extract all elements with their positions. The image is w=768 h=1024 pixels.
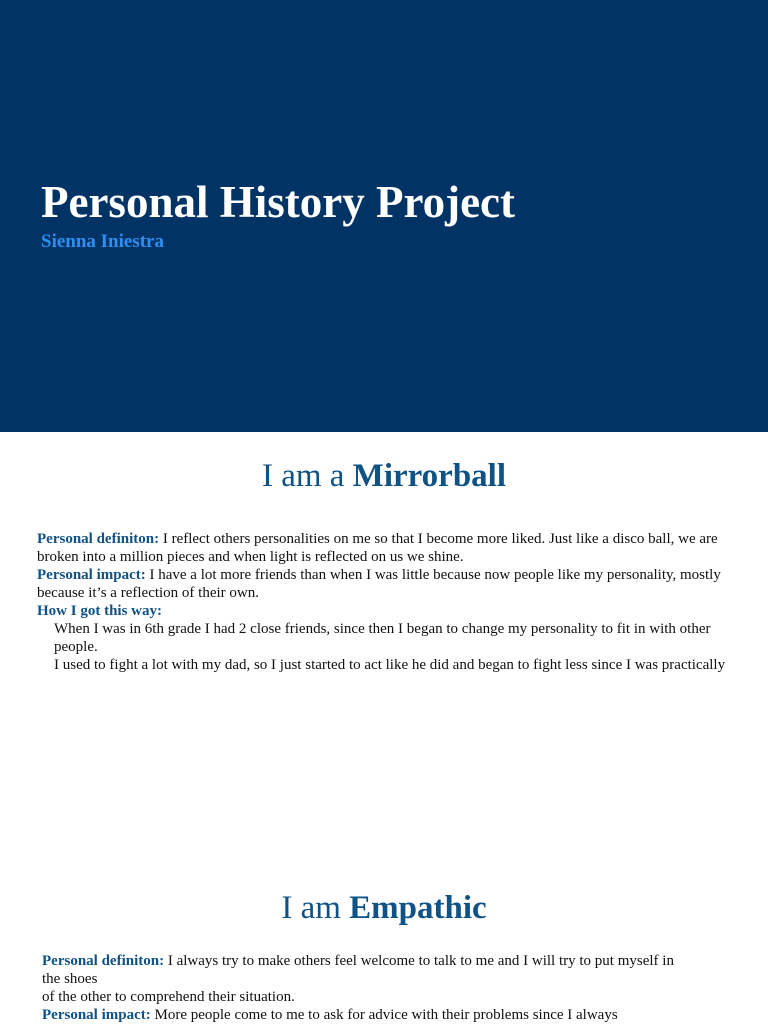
impact-text: More people come to me to ask for advice with their problems since I always <box>150 1007 618 1023</box>
definition-paragraph <box>37 530 727 566</box>
how-item: When I was in 6th grade I had 2 close friends, since then I began to change my personality to fit in with other people. <box>54 621 711 655</box>
slide-heading-empathic <box>0 888 768 928</box>
author-name: Sienna Iniestra <box>41 231 164 252</box>
title-slide <box>0 0 768 432</box>
heading-prefix: I am <box>281 890 350 926</box>
impact-text: I have a lot more friends than when I was little because now people like my personality, mostly because it’s a reflection of their own. <box>37 567 721 601</box>
definition-text: I reflect others personalities on me so that I become more liked. Just like a disco ball, we are broken into a million pieces and when light is reflected on us we shine. <box>37 531 718 565</box>
mirrorball-body <box>37 530 727 674</box>
impact-paragraph <box>37 566 727 602</box>
how-paragraph <box>37 602 727 620</box>
how-item: I used to fight a lot with my dad, so I just started to act like he did and began to fight less since I was practically <box>54 657 726 673</box>
slide-heading-mirrorball <box>0 456 768 496</box>
how-label: How I got this way: <box>37 603 163 619</box>
presentation-title: Personal History Project <box>41 177 516 227</box>
impact-paragraph <box>42 1006 692 1024</box>
definition-label: Personal definiton: <box>42 953 165 969</box>
impact-label: Personal impact: <box>42 1007 151 1023</box>
heading-word: Mirrorball <box>352 458 507 494</box>
heading-word: Empathic <box>349 890 487 926</box>
definition-label: Personal definiton: <box>37 531 160 547</box>
definition-text: I always try to make others feel welcome to talk to me and I will try to put myself in the shoes <box>42 953 674 987</box>
definition-continuation: of the other to comprehend their situation. <box>42 989 295 1005</box>
heading-prefix: I am a <box>261 458 353 494</box>
empathic-body <box>42 952 692 1024</box>
impact-label: Personal impact: <box>37 567 146 583</box>
definition-paragraph <box>42 952 692 988</box>
